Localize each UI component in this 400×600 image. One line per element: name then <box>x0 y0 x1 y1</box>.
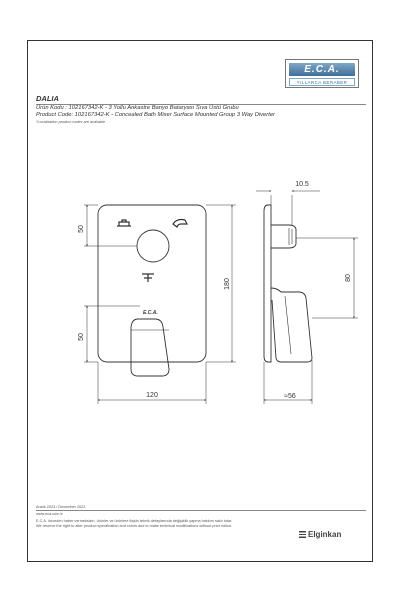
logo-wordmark: E.C.A. <box>289 63 355 76</box>
elginkan-mark-icon <box>299 531 306 538</box>
dim-bottom-50: 50 <box>78 333 85 341</box>
dim-offset-80: 80 <box>345 274 352 282</box>
localization-note: *Localization product codes are available <box>36 120 106 124</box>
bath-icon <box>117 220 131 226</box>
dim-top-50: 50 <box>78 225 85 233</box>
footer-rule <box>36 510 366 511</box>
front-view <box>98 205 206 376</box>
shower-icon <box>173 220 187 228</box>
footer-disclaimer-en: We reserve the right to alter product specification and colors and to make technical modifications without prior notice. <box>36 524 233 528</box>
footer-website: www.eca.com.tr <box>36 512 63 516</box>
handle-logo: E.C.A. <box>143 310 158 316</box>
product-code-tr: Ürün Kodu : 102167342-K - 3 Yollu Ankastre Banyo Bataryası Sıva Üstü Grubu <box>36 105 239 111</box>
tap-icon <box>142 274 154 282</box>
diverter-knob <box>137 230 169 262</box>
front-dimensions <box>84 205 236 404</box>
logo-tagline: YILLARCA BERABER <box>289 78 355 86</box>
footer-date: Aralık 2023 / December 2023 <box>36 505 86 509</box>
product-code-en: Product Code: 102167342-K - Concealed Bath Mixer Surface Mounted Group 3 Way Diverter <box>36 112 275 118</box>
mixer-handle <box>131 319 169 376</box>
dim-depth-56: ≈56 <box>284 393 296 400</box>
side-plate <box>264 205 271 362</box>
front-plate <box>98 205 206 362</box>
dim-height-180: 180 <box>224 278 231 290</box>
dim-depth-10-5: 10.5 <box>295 181 309 188</box>
registered-mark: ® <box>354 61 357 66</box>
side-handle <box>271 288 312 362</box>
footer-disclaimer-tr: E.C.A. önceden haber vermeksizin, ürünler ve ürünlere ilişkin teknik detaylarında değişiklik yapma hakkını saklı tutar. <box>36 519 233 523</box>
dim-width-120: 120 <box>146 392 158 399</box>
series-title: DALIA <box>36 94 59 103</box>
elginkan-logo <box>299 530 341 539</box>
elginkan-text: Elginkan <box>308 530 342 539</box>
side-view <box>264 205 312 362</box>
